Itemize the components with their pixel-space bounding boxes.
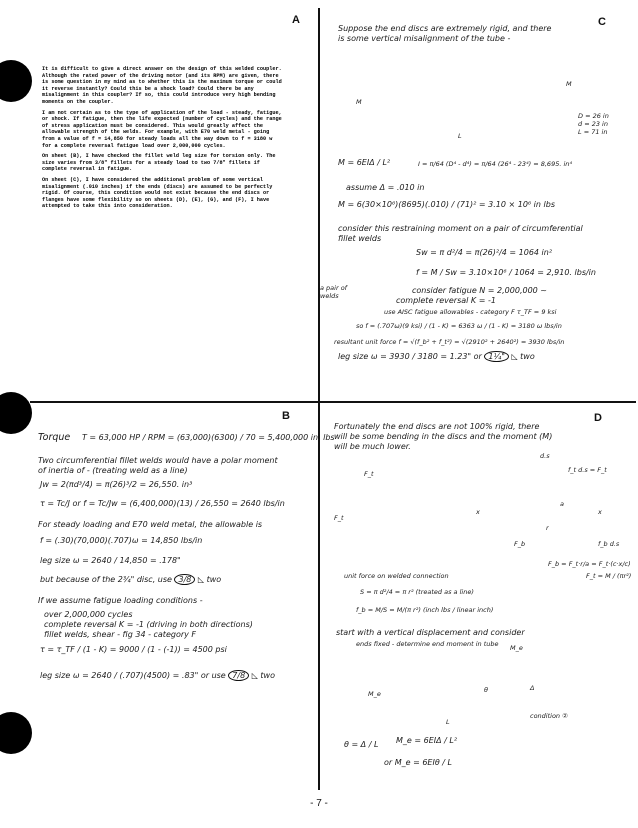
binder-hole bbox=[0, 392, 32, 434]
tau-fatigue-equation: τ = τ_TF / (1 - K) = 9000 / (1 - (-1)) = 4500 psi bbox=[40, 645, 227, 654]
polar-moment-line: Two circumferential fillet welds would have a polar moment bbox=[38, 456, 278, 465]
binder-hole bbox=[0, 60, 32, 102]
leg-tail: two bbox=[520, 352, 535, 361]
allowable-equation: f = (.30)(70,000)(.707)ω = 14,850 lbs/in bbox=[40, 536, 203, 545]
leg-size-fatigue-text: leg size ω = 2640 / (.707)(4500) = .83" or use bbox=[40, 671, 226, 680]
panel-a-letter: A bbox=[292, 14, 300, 26]
bending-force-eq: f = M / Sw = 3.10×10⁶ / 1064 = 2,910. lbs/in bbox=[416, 268, 596, 277]
panel-d-letter: D bbox=[594, 412, 602, 424]
fatigue-consideration: consider fatigue N = 2,000,000 ~ bbox=[412, 286, 548, 295]
fatigue-line: over 2,000,000 cycles bbox=[44, 610, 133, 619]
jw-equation: Jw = 2(πd³/4) = π(26)³/2 = 26,550. in³ bbox=[40, 480, 193, 489]
dimension-item: d = 23 in bbox=[578, 120, 608, 128]
pair-of-welds-label: a pair of welds bbox=[320, 284, 347, 300]
length-label: L bbox=[458, 132, 462, 140]
end-moment-equation: or M_e = 6EIθ / L bbox=[384, 758, 452, 767]
answer-seven-eighths: 7/8 bbox=[228, 670, 249, 681]
moment-label: M bbox=[356, 98, 362, 106]
fatigue-line: complete reversal K = -1 (driving in both directions) bbox=[44, 620, 253, 629]
panel-a-paragraph: It is difficult to give a direct answer on the design of this welded coupler. Although the rated power of the driving motor (and its RPM) are given, there is some question in my mind as to whether this is the maximum torque or could it reverse instantly? Could this be a shock load? Could there be any misalignment in this coupler? If so, this could introduce very high bending moments on the coupler. bbox=[42, 66, 282, 105]
panel-c-title: is some vertical misalignment of the tube - bbox=[338, 34, 511, 43]
panel-d-intro: will be some bending in the discs and the moment (M) bbox=[334, 432, 553, 441]
torque-equation: T = 63,000 HP / RPM = (63,000)(6300) / 70 = 5,400,000 in. lbs bbox=[82, 433, 335, 442]
start-line: start with a vertical displacement and consider bbox=[336, 628, 525, 637]
force-label: f_b d.s bbox=[598, 540, 620, 548]
moment-equation: M = 6EIΔ / L² bbox=[338, 158, 391, 167]
fatigue-line: If we assume fatigue loading conditions - bbox=[38, 596, 203, 605]
section-equation: S = π d²/4 = π r² (treated as a line) bbox=[360, 588, 474, 596]
vertical-divider bbox=[318, 8, 320, 790]
panel-a-paragraph: I am not certain as to the type of application of the load - steady, fatigue, or shock. If fatigue, then the life expected (number of cycles) and the range of stress application must be considered. This would greatly affect the allowable strength of the welds. For example, with E70 weld metal - going from a value of f = 14,850 for steady loads all the way down to f = 3180 w for a complete reversal fatigue load over 2,000,000 cycles. bbox=[42, 109, 282, 149]
leg-size-result-text: leg size ω = 3930 / 3180 = 1.23" or bbox=[338, 352, 482, 361]
panel-a-paragraph: On sheet (C), I have considered the additional problem of some vertical misalignment (.010 inches) if the ends (discs) are assumed to be perfectly rigid. Of course, this condition would not exist because the end discs or flanges have some flexibility so on sheets (D), (E), (G), and (F), I have attempted to take this into consideration. bbox=[42, 176, 273, 210]
length-label: L bbox=[446, 718, 450, 726]
axis-label: x bbox=[598, 508, 602, 516]
force-label: f_t d.s = F_t bbox=[568, 466, 607, 474]
panel-a-paragraph: On sheet (B), I have checked the fillet weld leg size for torsion only. The size varies from 3/8" fillets for a steady load to two 7/8" fillets if complete reversal in fatigue. bbox=[42, 153, 276, 173]
fatigue-consideration: use AISC fatigue allowables - category F τ_TF = 9 ksi bbox=[384, 308, 557, 316]
but-tail: two bbox=[206, 575, 222, 584]
leg-size-steady: leg size ω = 2640 / 14,850 = .178" bbox=[40, 556, 181, 565]
fatigue-consideration: complete reversal K = -1 bbox=[396, 296, 496, 305]
tau-equation: τ = Tc/J or f = Tc/Jw = (6,400,000)(13) / 26,550 = 2640 lbs/in bbox=[40, 499, 285, 508]
right-note: F_t = M / (πr²) bbox=[586, 572, 632, 580]
horizontal-divider bbox=[30, 401, 636, 403]
panel-a-typed-text bbox=[42, 66, 284, 214]
moment-value: M = 6(30×10⁶)(8695)(.010) / (71)² = 3.10 × 10⁶ in lbs bbox=[338, 200, 555, 209]
consider-line: fillet welds bbox=[338, 234, 382, 243]
assume-delta: assume Δ = .010 in bbox=[346, 183, 425, 192]
fatigue-line: fillet welds, shear - fig 34 - category F bbox=[44, 630, 196, 639]
panel-d-intro: will be much lower. bbox=[334, 442, 411, 451]
force-equation: f_b = M/S = M/(π r²) (inch lbs / linear inch) bbox=[356, 606, 494, 614]
panel-c-title: Suppose the end discs are extremely rigid, and there bbox=[338, 24, 552, 33]
theta-label: θ bbox=[484, 686, 488, 694]
force-label: F_b bbox=[514, 540, 526, 548]
end-moment-equation: M_e = 6EIΔ / L² bbox=[396, 736, 458, 745]
axis-label: x bbox=[476, 508, 480, 516]
answer-one-quarter: 1¼" bbox=[484, 351, 509, 362]
theta-equation: θ = Δ / L bbox=[344, 740, 379, 749]
dimension-label: a bbox=[560, 500, 564, 508]
start-line: ends fixed - determine end moment in tube bbox=[356, 640, 499, 648]
panel-c-letter: C bbox=[598, 16, 606, 28]
binder-hole bbox=[0, 712, 32, 754]
dimension-item: L = 71 in bbox=[578, 128, 608, 136]
dimension-item: D = 26 in bbox=[578, 112, 609, 120]
steady-loading-line: For steady loading and E70 weld metal, the allowable is bbox=[38, 520, 263, 529]
consider-line: consider this restraining moment on a pair of circumferential bbox=[338, 224, 583, 233]
torque-label: Torque bbox=[38, 432, 71, 443]
leg-size-fatigue bbox=[40, 671, 275, 681]
fillet-weld-symbol: ◺ bbox=[251, 671, 258, 680]
moment-label: M bbox=[566, 80, 572, 88]
panel-d-intro: Fortunately the end discs are not 100% rigid, there bbox=[334, 422, 540, 431]
delta-label: Δ bbox=[530, 684, 535, 692]
but-because-line bbox=[40, 575, 221, 585]
polar-moment-line: of inertia of - (treating weld as a line) bbox=[38, 466, 188, 475]
fillet-weld-symbol: ◺ bbox=[197, 575, 205, 584]
resultant-force: resultant unit force f = √(f_b² + f_t²) = √(2910² + 2640²) = 3930 lbs/in bbox=[334, 338, 565, 346]
section-modulus-eq: Sw = π d²/4 = π(26)²/4 = 1064 in² bbox=[416, 248, 553, 257]
dimension-label: r bbox=[546, 524, 549, 532]
unit-force-line: unit force on welded connection bbox=[344, 572, 449, 580]
condition-label: condition ② bbox=[530, 712, 568, 720]
element-label: d.s bbox=[540, 452, 550, 460]
force-label: F_t bbox=[364, 470, 374, 478]
so-equation: so f = (.707ω)(9 ksi) / (1 - K) = 6363 ω / (1 - K) = 3180 ω lbs/in bbox=[356, 322, 562, 330]
leg2-tail: two bbox=[260, 671, 275, 680]
dimension-list bbox=[578, 112, 609, 136]
end-moment-label: M_e bbox=[368, 690, 381, 698]
fillet-weld-symbol: ◺ bbox=[511, 352, 518, 361]
but-because-text: but because of the 2¾" disc, use bbox=[40, 575, 172, 584]
end-moment-label: M_e bbox=[510, 644, 523, 652]
answer-three-eighths: 3/8 bbox=[174, 574, 195, 585]
leg-size-result bbox=[338, 352, 535, 362]
inertia-equation: I = π/64 (D⁴ - d⁴) = π/64 (26⁴ - 23⁴) = 8,695. in⁴ bbox=[418, 160, 573, 168]
right-note: F_b = F_t·r/a = F_t·(c·x/c) bbox=[548, 560, 631, 568]
page-number: - 7 - bbox=[310, 798, 328, 809]
force-label: F_t bbox=[334, 514, 344, 522]
panel-b-letter: B bbox=[282, 410, 290, 422]
